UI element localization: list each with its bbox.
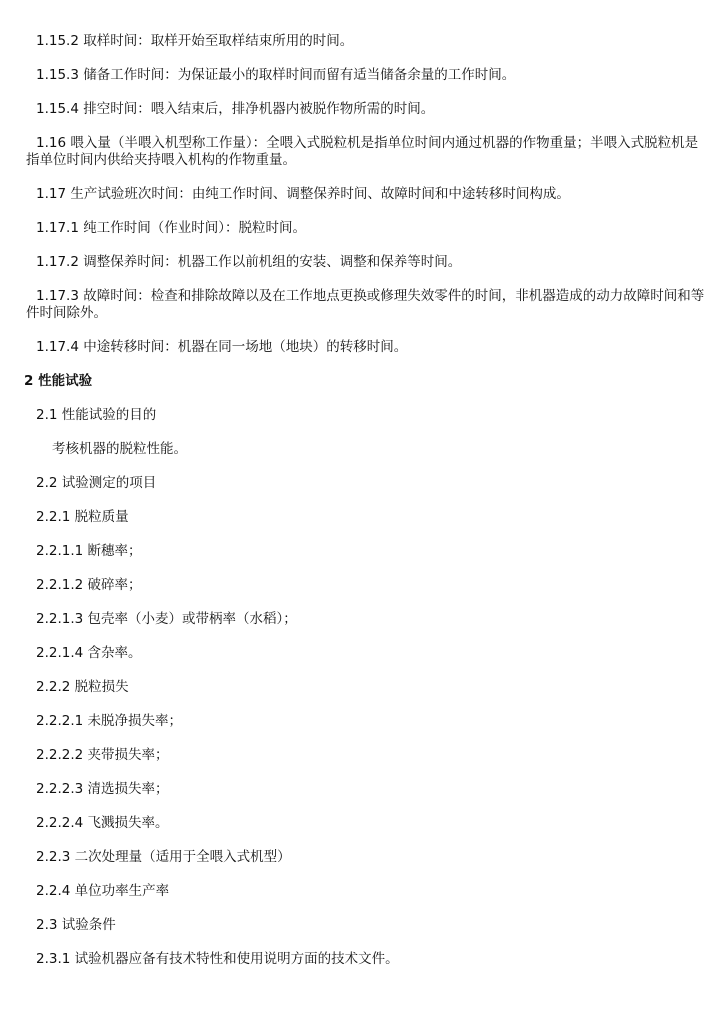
clause-2-2-1-3: 2.2.1.3 包壳率（小麦）或带柄率（水稻）； [36, 611, 297, 627]
clause-1-15-3: 1.15.3 储备工作时间：为保证最小的取样时间而留有适当储备余量的工作时间。 [36, 67, 516, 83]
clause-1-15-4: 1.15.4 排空时间：喂入结束后，排净机器内被脱作物所需的时间。 [36, 101, 435, 117]
clause-2-2-4: 2.2.4 单位功率生产率 [36, 883, 170, 899]
clause-1-15-2: 1.15.2 取样时间：取样开始至取样结束所用的时间。 [36, 33, 354, 49]
clause-2-1: 2.1 性能试验的目的 [36, 407, 157, 423]
clause-2-2-1-4: 2.2.1.4 含杂率。 [36, 645, 142, 661]
clause-1-17-1: 1.17.1 纯工作时间（作业时间）：脱粒时间。 [36, 220, 306, 236]
clause-1-17-2: 1.17.2 调整保养时间：机器工作以前机组的安装、调整和保养等时间。 [36, 254, 462, 270]
section-heading-2: 2 性能试验 [24, 373, 93, 389]
clause-1-17: 1.17 生产试验班次时间：由纯工作时间、调整保养时间、故障时间和中途转移时间构成。 [36, 186, 570, 202]
clause-2-3: 2.3 试验条件 [36, 917, 116, 933]
clause-2-3-1: 2.3.1 试验机器应备有技术特性和使用说明方面的技术文件。 [36, 951, 399, 967]
clause-2-1-body: 考核机器的脱粒性能。 [52, 441, 187, 457]
clause-2-2-1-1: 2.2.1.1 断穗率； [36, 543, 142, 559]
clause-1-16: 1.16 喂入量（半喂入机型称工作量）：全喂入式脱粒机是指单位时间内通过机器的作物重量；半喂入式脱粒机是指单位时间内供给夹持喂入机构的作物重量。 [26, 135, 699, 168]
clause-2-2-2: 2.2.2 脱粒损失 [36, 679, 129, 695]
clause-2-2-2-1: 2.2.2.1 未脱净损失率； [36, 713, 183, 729]
clause-2-2-1-2: 2.2.1.2 破碎率； [36, 577, 142, 593]
clause-2-2-1: 2.2.1 脱粒质量 [36, 509, 129, 525]
clause-2-2-2-2: 2.2.2.2 夹带损失率； [36, 747, 169, 763]
clause-2-2-3: 2.2.3 二次处理量（适用于全喂入式机型） [36, 849, 291, 865]
clause-1-17-4: 1.17.4 中途转移时间：机器在同一场地（地块）的转移时间。 [36, 339, 408, 355]
clause-2-2-2-3: 2.2.2.3 清选损失率； [36, 781, 169, 797]
clause-2-2: 2.2 试验测定的项目 [36, 475, 157, 491]
clause-1-17-3: 1.17.3 故障时间：检查和排除故障以及在工作地点更换或修理失效零件的时间，非机器造成的动力故障时间和等件时间除外。 [26, 288, 705, 321]
clause-2-2-2-4: 2.2.2.4 飞溅损失率。 [36, 815, 169, 831]
